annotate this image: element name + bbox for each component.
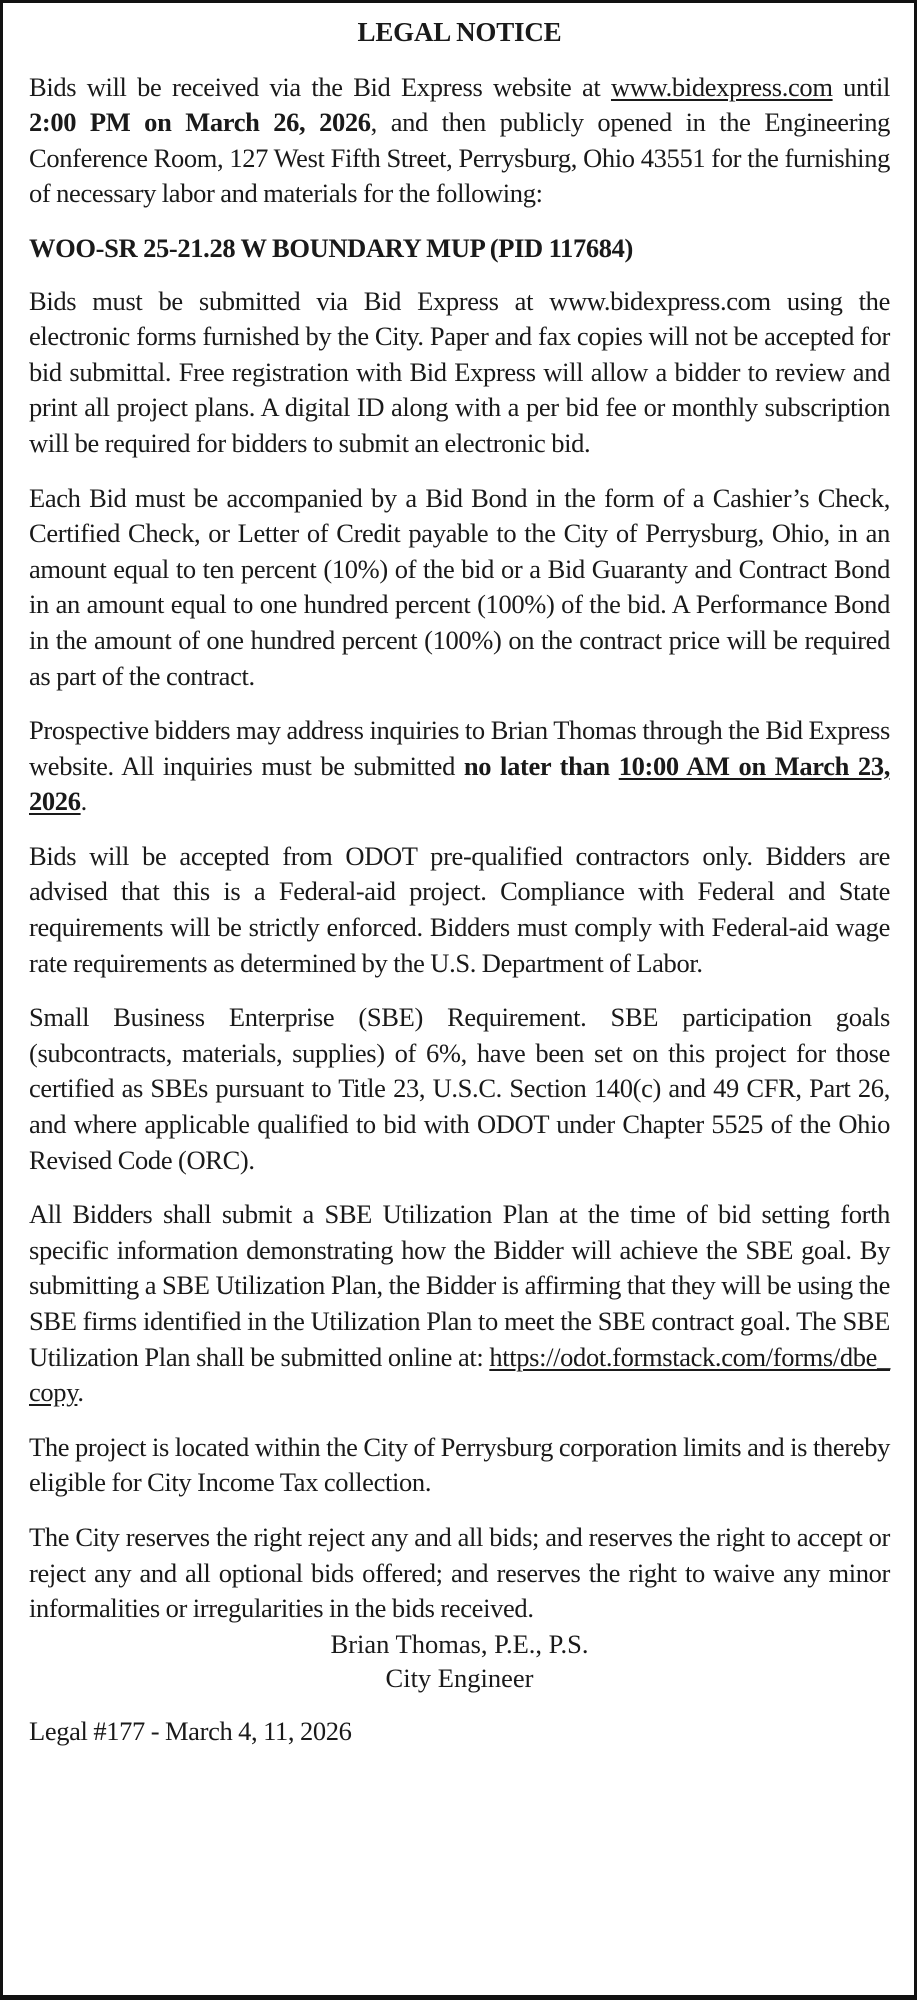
inquiry-deadline-prefix: no later than [463, 750, 619, 781]
signature-name: Brian Thomas, P.E., P.S. [330, 1628, 589, 1659]
text: Bids will be received via the Bid Express website at [29, 71, 611, 102]
paragraph-reservation: The City reserves the right reject any and all bids; and reserves the right to accept or reject any and all optional bids offered; and reserves the right to waive any minor informalities or irregularities in the bids received. [29, 1521, 890, 1624]
text: until [832, 71, 890, 102]
paragraph-bid-bond: Each Bid must be accompanied by a Bid Bond in the form of a Cashier’s Check, Certified Check, or Letter of Credit payable to the City of Perrysburg, Ohio, in an amount equal to ten percent (10%) of the bid or a Bid Guaranty and Contract Bond in an amount equal to one hundred percent (100%) of the bid. A Performance Bond in the amount of one hundred percent (100%) on the contract price will be required as part of the contract. [29, 482, 890, 691]
paragraph-bid-receipt [29, 70, 890, 212]
bid-deadline: 2:00 PM on March 26, 2026 [29, 107, 371, 138]
formstack-link[interactable]: https://odot.formstack.com/forms/dbe_copy [29, 1341, 890, 1408]
paragraph-submission: Bids must be submitted via Bid Express at www.bidexpress.com using the electronic forms furnished by the City. Paper and fax copies will not be accepted for bid submittal. Free registration with Bid Express will allow a bidder to review and print all project plans. A digital ID along with a per bid fee or monthly subscription will be required for bidders to submit an electronic bid. [29, 285, 890, 458]
project-heading: WOO-SR 25-21.28 W BOUNDARY MUP (PID 117684) [29, 232, 634, 263]
signature-block [29, 1627, 890, 1695]
text: . [77, 1377, 84, 1408]
text: . [80, 786, 87, 817]
bidexpress-link[interactable]: www.bidexpress.com [610, 71, 833, 102]
paragraph-sbe-requirement: Small Business Enterprise (SBE) Requirement. SBE participation goals (subcontracts, materials, supplies) of 6%, have been set on this project for those certified as SBEs pursuant to Title 23, U.S.C. Section 140(c) and 49 CFR, Part 26, and where applicable qualified to bid with ODOT under Chapter 5525 of the Ohio Revised Code (ORC). [29, 1002, 890, 1175]
text: All Bidders shall submit a SBE Utilization Plan at the time of bid setting forth specific information demonstrating how the Bidder will achieve the SBE goal. By submitting a SBE Utilization Plan, the Bidder is affirming that they will be using the SBE firms identified in the Utilization Plan to meet the SBE contract goal. The SBE Utilization Plan shall be submitted online at: [29, 1199, 890, 1372]
paragraph-prequalification: Bids will be accepted from ODOT pre-qualified contractors only. Bidders are advised that this is a Federal-aid project. Compliance with Federal and State requirements will be strictly enforced. Bidders must comply with Federal-aid wage rate requirements as determined by the U.S. Department of Labor. [29, 840, 890, 978]
paragraph-sbe-utilization [29, 1197, 890, 1411]
text: Prospective bidders may address inquiries to Brian Thomas through the Bid Express website. All inquiries must be submitted [29, 715, 890, 781]
paragraph-income-tax: The project is located within the City of Perrysburg corporation limits and is thereby eligible for City Income Tax collection. [29, 1431, 890, 1498]
signature-role: City Engineer [385, 1662, 534, 1693]
legal-publication-line: Legal #177 - March 4, 11, 2026 [29, 1715, 352, 1746]
text: , and then publicly opened in the Engineering Conference Room, 127 West Fifth Street, Perrysburg, Ohio 43551 for the furnishing of necessary labor and materials for the following: [29, 107, 890, 209]
paragraph-inquiries [29, 713, 890, 820]
inquiry-deadline: 10:00 AM on March 23, 2026 [29, 750, 890, 817]
notice-title: LEGAL NOTICE [357, 17, 562, 47]
